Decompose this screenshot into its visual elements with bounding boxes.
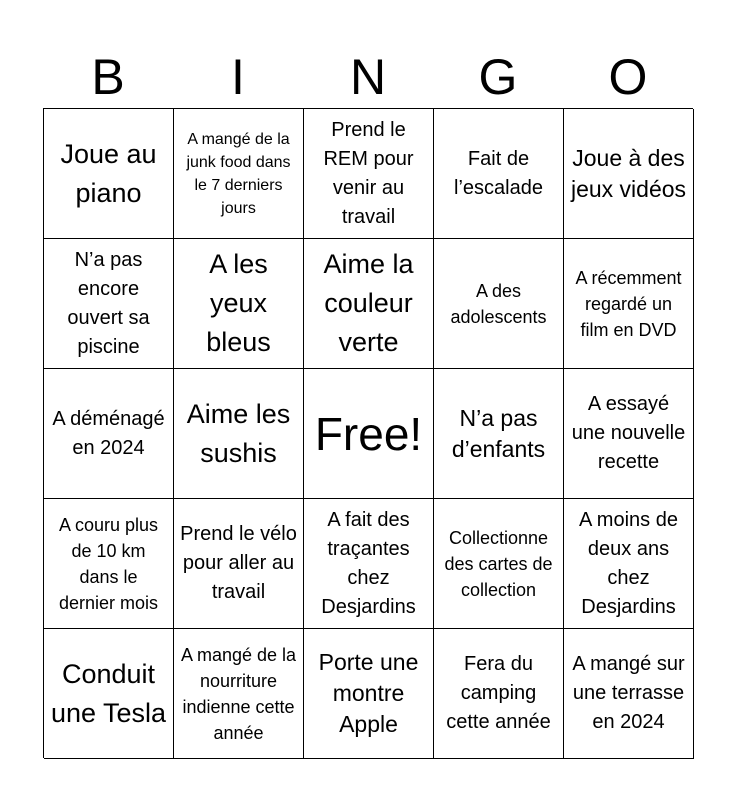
cell-text: Prend le REM pour venir au travail [323,118,414,228]
cell-text: Conduit une Tesla [50,658,167,728]
bingo-cell[interactable] [434,239,564,369]
bingo-cell[interactable] [434,109,564,239]
bingo-cell[interactable] [44,629,174,759]
cell-text: Porte une montre Apple [318,649,419,737]
cell-text: Joue à des jeux vidéos [570,144,687,202]
cell-text: A déménagé en 2024 [52,407,165,459]
bingo-cell[interactable] [174,239,304,369]
cell-text: N’a pas d’enfants [451,404,546,462]
bingo-cell[interactable] [564,239,694,369]
cell-text: A mangé sur une terrasse en 2024 [572,653,685,733]
bingo-cell[interactable] [434,369,564,499]
cell-text: A couru plus de 10 km dans le dernier mois [58,514,159,613]
cell-text: A mangé de la nourriture indienne cette année [180,644,297,743]
bingo-cell[interactable] [44,499,174,629]
header-letter-b: B [91,49,125,105]
bingo-cell[interactable] [304,499,434,629]
cell-text: A essayé une nouvelle recette [571,393,686,473]
cell-text: A récemment regardé un film en DVD [575,267,682,340]
cell-text: Fait de l’escalade [454,147,543,199]
cell-text: Aime la couleur verte [323,249,414,357]
bingo-cell[interactable] [174,109,304,239]
bingo-cell[interactable] [174,369,304,499]
bingo-cell[interactable] [44,109,174,239]
bingo-cell[interactable] [564,369,694,499]
cell-text: N’a pas encore ouvert sa piscine [67,248,150,358]
free-space-text: Free! [314,407,423,460]
header-letter-i: I [231,49,245,105]
cell-text: A fait des traçantes chez Desjardins [321,508,416,618]
bingo-cell[interactable] [304,629,434,759]
cell-text: A les yeux bleus [206,249,271,357]
bingo-cell[interactable] [304,239,434,369]
bingo-board [43,108,693,758]
cell-text: Collectionne des cartes de collection [444,527,553,600]
bingo-cell[interactable] [304,109,434,239]
bingo-cell[interactable] [174,629,304,759]
cell-text: A des adolescents [450,280,547,327]
bingo-cell[interactable] [564,499,694,629]
bingo-cell[interactable] [434,629,564,759]
cell-text: A mangé de la junk food dans le 7 derniers jours [186,130,291,217]
header-letter-o: O [608,49,648,105]
header-letter-n: N [349,49,387,105]
bingo-cell[interactable] [564,629,694,759]
bingo-cell[interactable] [564,109,694,239]
bingo-cell[interactable] [174,499,304,629]
cell-text: Joue au piano [60,138,157,208]
bingo-cell[interactable] [434,499,564,629]
cell-text: A moins de deux ans chez Desjardins [579,508,678,618]
bingo-cell[interactable] [44,369,174,499]
free-space-cell[interactable] [304,369,434,499]
bingo-cell[interactable] [44,239,174,369]
cell-text: Aime les sushis [186,398,291,468]
bingo-header [43,42,693,108]
header-letter-g: G [478,49,518,105]
cell-text: Fera du camping cette année [446,653,551,733]
cell-text: Prend le vélo pour aller au travail [180,523,297,603]
